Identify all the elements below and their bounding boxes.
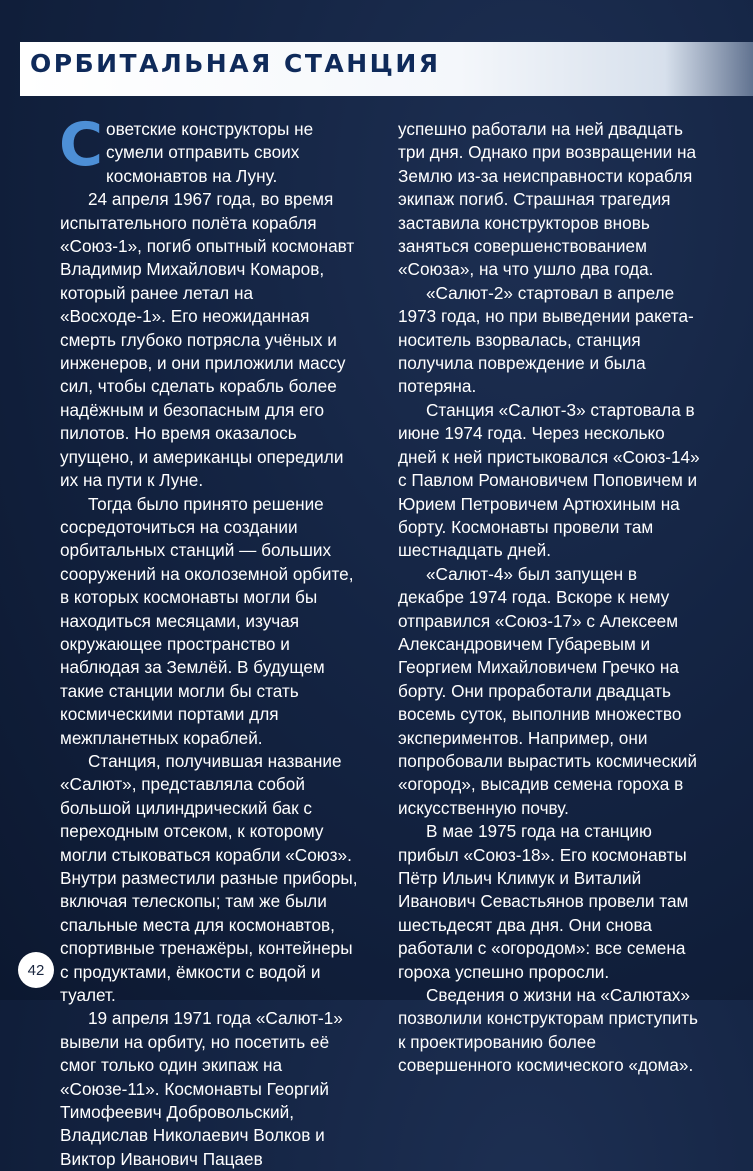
paragraph: Станция «Салют-3» стартовала в июне 1974 года. Через несколько дней к ней пристыковался «Союз-14» с Павлом Романовичем Поповичем и Юрием Петровичем Артюхиным на борту. Космонавты провели там шестнадцать дней.: [398, 399, 700, 561]
page-title: ОРБИТАЛЬНАЯ СТАНЦИЯ: [30, 49, 441, 78]
paragraph: Сведения о жизни на «Салютах» позволили конструкторам приступить к проектированию более совершенного космического «дома».: [398, 985, 699, 1076]
left-column: [59, 110, 363, 1171]
paragraph: Тогда было принято решение сосредоточиться на создании орбитальных станций — больших сооружений на околоземной орбите, в которых космонавты могли бы находиться месяцами, изучая окружающее пространство и наблюдая за Землёй. В будущем такие станции могли бы стать космическими портами для межпланетных кораблей.: [60, 493, 354, 748]
paragraph: «Салют-2» стартовал в апреле 1973 года, но при выведении ракета-носитель взорвалась, станция получила повреждение и была потеряна.: [398, 282, 694, 397]
right-column: [398, 118, 703, 1078]
page-number: 42: [18, 952, 54, 988]
paragraph: 19 апреля 1971 года «Салют-1» вывели на орбиту, но посетить её смог только один экипаж на «Союзе-11». Космонавты Георгий Тимофеевич Добровольский, Владислав Николаевич Волков и Виктор Иванович Пацаев: [60, 1008, 343, 1169]
paragraph: «Салют-4» был запущен в декабре 1974 года. Вскоре к нему отправился «Союз-17» с Алексеем Александровичем Губаревым и Георгием Михайловичем Гречко на борту. Они проработали двадцать восемь суток, выполнив множество экспериментов. Например, они попробовали вырастить космический «огород», высадив семена гороха в искусственную почву.: [398, 563, 697, 818]
paragraph: Советские конструкторы не сумели отправить своих космонавтов на Луну.: [59, 110, 314, 186]
paragraph: В мае 1975 года на станцию прибыл «Союз-18». Его космонавты Пётр Ильич Климук и Виталий Иванович Севастьянов провели там шестьдесят два дня. Они снова работали с «огородом»: все семена гороха успешно проросли.: [398, 821, 689, 982]
paragraph: Станция, получившая название «Салют», представляла собой большой цилиндрический бак с переходным отсеком, к которому могли стыковаться корабли «Союз». Внутри разместили разные приборы, включая телескопы; там же были спальные места для космонавтов, спортивные тренажёры, контейнеры с продуктами, ёмкости с водой и туалет.: [60, 750, 358, 1006]
paragraph: успешно работали на ней двадцать три дня. Однако при возвращении на Землю из-за неисправности корабля экипаж погиб. Страшная трагедия заставила конструкторов вновь заняться совершенствованием «Союза», на что ушло два года.: [398, 119, 697, 280]
drop-cap: С: [59, 110, 104, 180]
paragraph: 24 апреля 1967 года, во время испытательного полёта корабля «Союз-1», погиб опытный космонавт Владимир Михайлович Комаров, который ранее летал на «Восходе-1». Его неожиданная смерть глубоко потрясла учёных и инженеров, и они приложили массу сил, чтобы сделать корабль более надёжным и безопасным для его пилотов. Но время оказалось упущено, и американцы опередили их на пути к Луне.: [60, 189, 355, 491]
